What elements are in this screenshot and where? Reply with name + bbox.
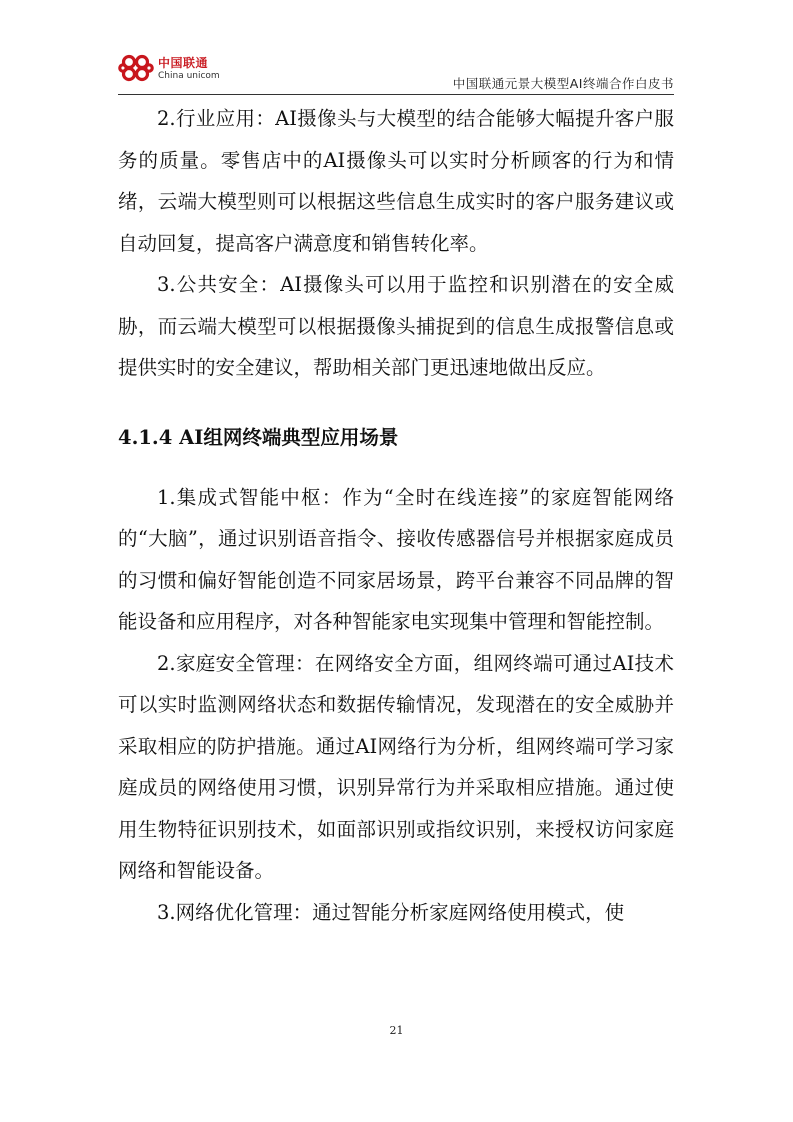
section-heading: 4.1.4 AI组网终端典型应用场景: [118, 425, 399, 449]
china-unicom-logo: [118, 52, 238, 86]
paragraph-home-security: 2.家庭安全管理：在网络安全方面，组网终端可通过AI技术可以实时监测网络状态和数据传输情况，发现潜在的安全威胁并采取相应的防护措施。通过AI网络行为分析，组网终端可学习家庭成员的网络使用习惯，识别异常行为并采取相应措施。通过使用生物特征识别技术，如面部识别或指纹识别，来授权访问家庭网络和智能设备。: [118, 651, 674, 882]
document-title: 中国联通元景大模型AI终端合作白皮书: [452, 76, 674, 91]
unicom-knot-icon: [118, 52, 156, 84]
logo-english-text: China unicom: [158, 71, 220, 81]
paragraph-public-safety: 3.公共安全：AI摄像头可以用于监控和识别潜在的安全威胁，而云端大模型可以根据摄像头捕捉到的信息生成报警信息或提供实时的安全建议，帮助相关部门更迅速地做出反应。: [118, 273, 674, 379]
paragraph-network-optimization: 3.网络优化管理：通过智能分析家庭网络使用模式，使: [157, 900, 625, 924]
page-body: [118, 98, 674, 933]
paragraph-industry-application: 2.行业应用：AI摄像头与大模型的结合能够大幅提升客户服务的质量。零售店中的AI摄像头可以实时分析顾客的行为和情绪，云端大模型则可以根据这些信息生成实时的客户服务建议或自动回复，提高客户满意度和销售转化率。: [118, 107, 674, 255]
page-number: 21: [389, 1024, 404, 1037]
logo-chinese-text: 中国联通: [158, 56, 209, 70]
paragraph-smart-hub: 1.集成式智能中枢：作为“全时在线连接”的家庭智能网络的“大脑”，通过识别语音指令、接收传感器信号并根据家庭成员的习惯和偏好智能创造不同家居场景，跨平台兼容不同品牌的智能设备和应用程序，对各种智能家电实现集中管理和智能控制。: [118, 485, 674, 633]
page-header: [118, 50, 674, 95]
